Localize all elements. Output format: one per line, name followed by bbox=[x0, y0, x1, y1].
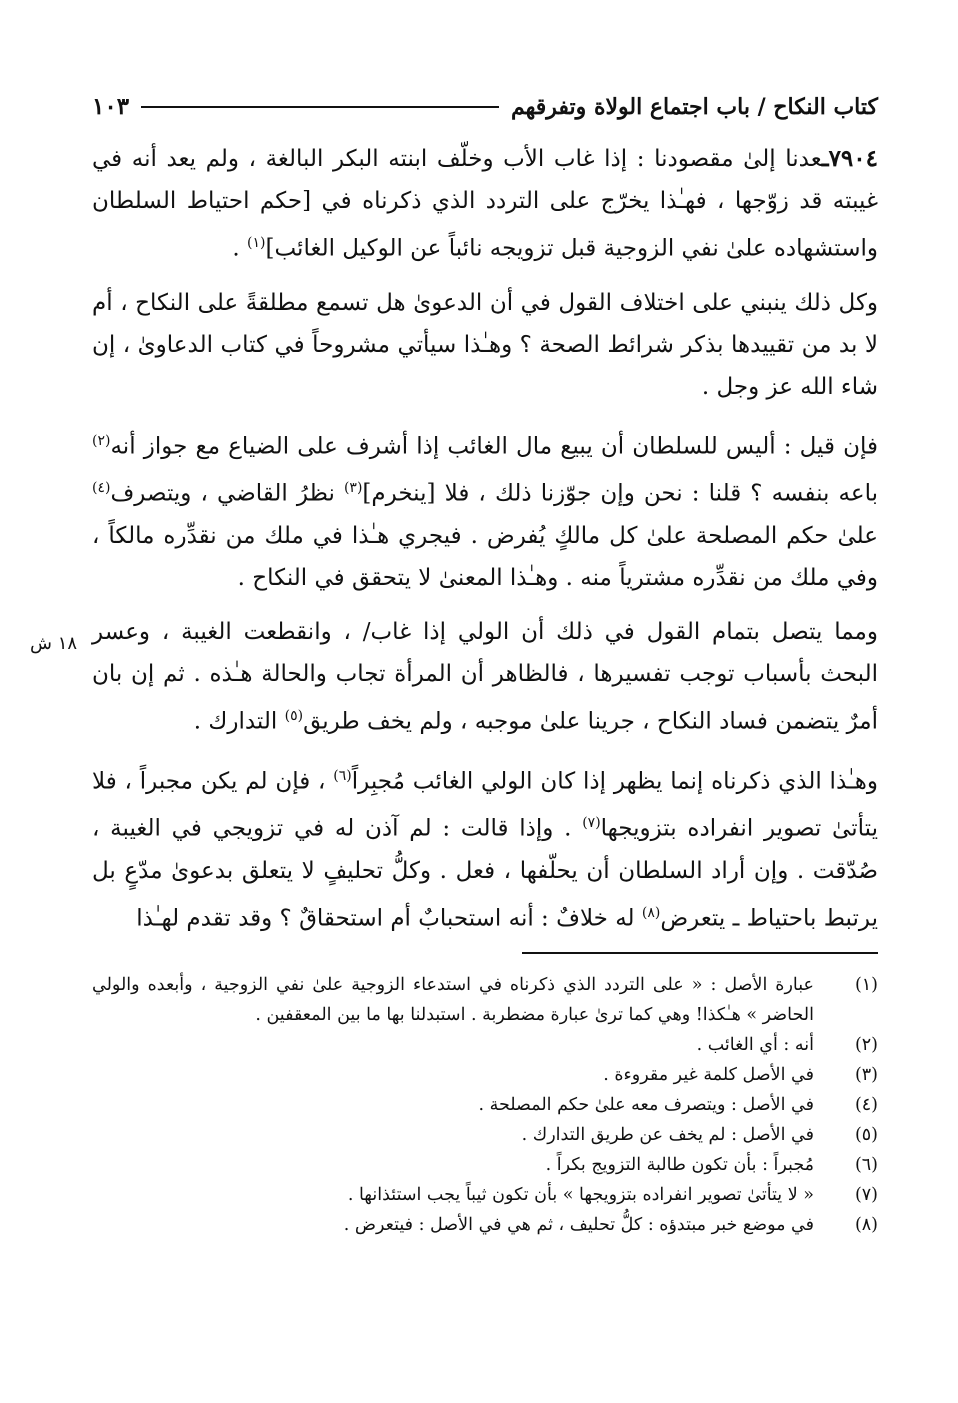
header-title: كتاب النكاح / باب اجتماع الولاة وتفرقهم bbox=[510, 94, 878, 120]
paragraph-text: باعه بنفسه ؟ قلنا : نحن وإن جوّزنا ذلك ، فلا [ينخرم] bbox=[362, 480, 879, 507]
footnote-7 bbox=[92, 1180, 878, 1210]
header-rule bbox=[141, 106, 499, 108]
footnote-number: (٨) bbox=[854, 1214, 878, 1235]
paragraph-4 bbox=[30, 611, 878, 743]
paragraph-number: ٧٩٠٤ـ bbox=[821, 145, 878, 172]
footnote-number: (٢) bbox=[854, 1034, 878, 1055]
footnote-ref-1[interactable]: (١) bbox=[247, 235, 266, 251]
paragraph-text: . وإذا قالت : لم آذن له في تزويجي في الغيبة ، صُدّقت . وإن أراد السلطان أن يحلّفها ، فعل . وكلُّ تحليفٍ لا يتعلق بدعوىٰ مدّعٍ بل يرتبط باحتياط ـ يتعرض bbox=[92, 815, 878, 932]
footnote-number: (٤) bbox=[854, 1094, 878, 1115]
paragraph-text: فإن قيل : أليس للسلطان أن يبيع مال الغائب إذا أشرف على الضياع مع جواز أنه bbox=[110, 433, 878, 460]
footnote-text: « لا يتأتىٰ تصوير انفراده بتزويجها » بأن تكون ثيباً يجب استئذانها . bbox=[347, 1184, 814, 1205]
manuscript-folio-note: ١٨ ش bbox=[30, 632, 78, 654]
footnote-number: (٦) bbox=[854, 1154, 878, 1175]
paragraph-text: له خلافٌ : أنه استحبابٌ أم استحقاقٌ ؟ وقد تقدم لهـٰذا bbox=[136, 905, 642, 932]
footnote-text: أنه : أي الغائب . bbox=[696, 1034, 814, 1055]
page-number: ١٠٣ bbox=[92, 93, 130, 120]
footnote-text: مُجبراً : بأن تكون طالبة التزويج بكراً . bbox=[545, 1154, 814, 1175]
paragraph-end: . bbox=[232, 235, 248, 262]
paragraph-text: علىٰ حكم المصلحة علىٰ كل مالكٍ يُفرض . فيجري هـٰذا في ملك من نقدِّره مالكاً ، وفي ملك من نقدِّره مشترياً منه . وهـٰذا المعنىٰ لا يتحقق في النكاح . bbox=[92, 522, 878, 591]
footnote-text: في الأصل : ويتصرف معه علىٰ حكم المصلحة . bbox=[478, 1094, 814, 1115]
footnote-ref-8[interactable]: (٨) bbox=[641, 904, 661, 921]
footnote-ref-6[interactable]: (٦) bbox=[333, 767, 352, 784]
footnote-1 bbox=[92, 970, 878, 1030]
footnote-4 bbox=[92, 1090, 878, 1120]
footnote-ref-4[interactable]: (٤) bbox=[92, 480, 111, 497]
running-header bbox=[92, 66, 878, 120]
footnote-number: (٣) bbox=[854, 1064, 878, 1085]
footnotes-list bbox=[92, 970, 878, 1240]
book-page bbox=[30, 66, 879, 1240]
footnote-8 bbox=[92, 1210, 878, 1240]
footnote-separator bbox=[522, 952, 878, 954]
footnote-ref-7[interactable]: (٧) bbox=[582, 815, 601, 832]
footnote-number: (٧) bbox=[854, 1184, 878, 1205]
footnote-text: في الأصل : لم يخف عن طريق التدارك . bbox=[521, 1124, 814, 1145]
paragraph-text: ، فإن لم يكن مجبراً ، فلا يتأتىٰ تصوير انفراده بتزويجها bbox=[92, 768, 878, 842]
footnote-text: عبارة الأصل : « على التردد الذي ذكرناه في استدعاء الزوجية علىٰ نفي الزوجية ، وأبعده والولي الحاضر » هـٰكذا! وهي كما ترىٰ عبارة مضطربة . استبدلنا بها ما بين المعقفين . bbox=[92, 974, 814, 1025]
footnote-ref-2[interactable]: (٢) bbox=[92, 432, 111, 449]
footnote-ref-3[interactable]: (٣) bbox=[343, 480, 363, 497]
footnote-6 bbox=[92, 1150, 878, 1180]
footnote-ref-5[interactable]: (٥) bbox=[284, 707, 304, 724]
paragraph-text: نظرُ القاضي ، ويتصرف bbox=[110, 480, 344, 507]
paragraph-text: عدنا إلىٰ مقصودنا : إذا غاب الأب وخلّف ابنته البكر البالغة ، ولم يعد أنه في غيبته قد زوّجها ، فهـٰذا يخرّج على التردد الذي ذكرناه في [حكم احتياط السلطان واستشهاده علىٰ نفي الزوجية قبل تزويجه نائباً عن الوكيل الغائب] bbox=[92, 146, 878, 262]
paragraph-text: التدارك . bbox=[193, 708, 285, 735]
paragraph-2: وكل ذلك ينبني على اختلاف القول في أن الدعوىٰ هل تسمع مطلقةً على النكاح ، أم لا بد من تقييدها بذكر شرائط الصحة ؟ وهـٰذا سيأتي مشروحاً في كتاب الدعاوىٰ ، إن شاء الله عز وجل . bbox=[92, 289, 878, 400]
paragraph-7904 bbox=[92, 138, 878, 270]
footnote-2 bbox=[92, 1030, 878, 1060]
paragraph-3 bbox=[92, 420, 878, 599]
footnote-number: (١) bbox=[854, 974, 878, 995]
paragraph-text: ومما يتصل بتمام القول في ذلك أن الولي إذا غاب/ ، وانقطعت الغيبة ، وعسر البحث بأسباب توجب تفسيرها ، فالظاهر أن المرأة تجاب والحالة هـٰذه . ثم إن بان أمرٌ يتضمن فساد النكاح ، جرينا علىٰ موجبه ، ولم يخف طريق bbox=[92, 618, 878, 735]
footnote-5 bbox=[92, 1120, 878, 1150]
footnote-text: في الأصل كلمة غير مقروءة . bbox=[603, 1064, 814, 1085]
footnote-number: (٥) bbox=[854, 1124, 878, 1145]
paragraph-text: وهـٰذا الذي ذكرناه إنما يظهر إذا كان الولي الغائب مُجبِراً bbox=[351, 768, 878, 795]
paragraph-5 bbox=[92, 755, 878, 940]
footnote-3 bbox=[92, 1060, 878, 1090]
footnote-text: في موضع خبر مبتدؤه : كلُّ تحليف ، ثم هي في الأصل : فيتعرض . bbox=[343, 1214, 814, 1235]
